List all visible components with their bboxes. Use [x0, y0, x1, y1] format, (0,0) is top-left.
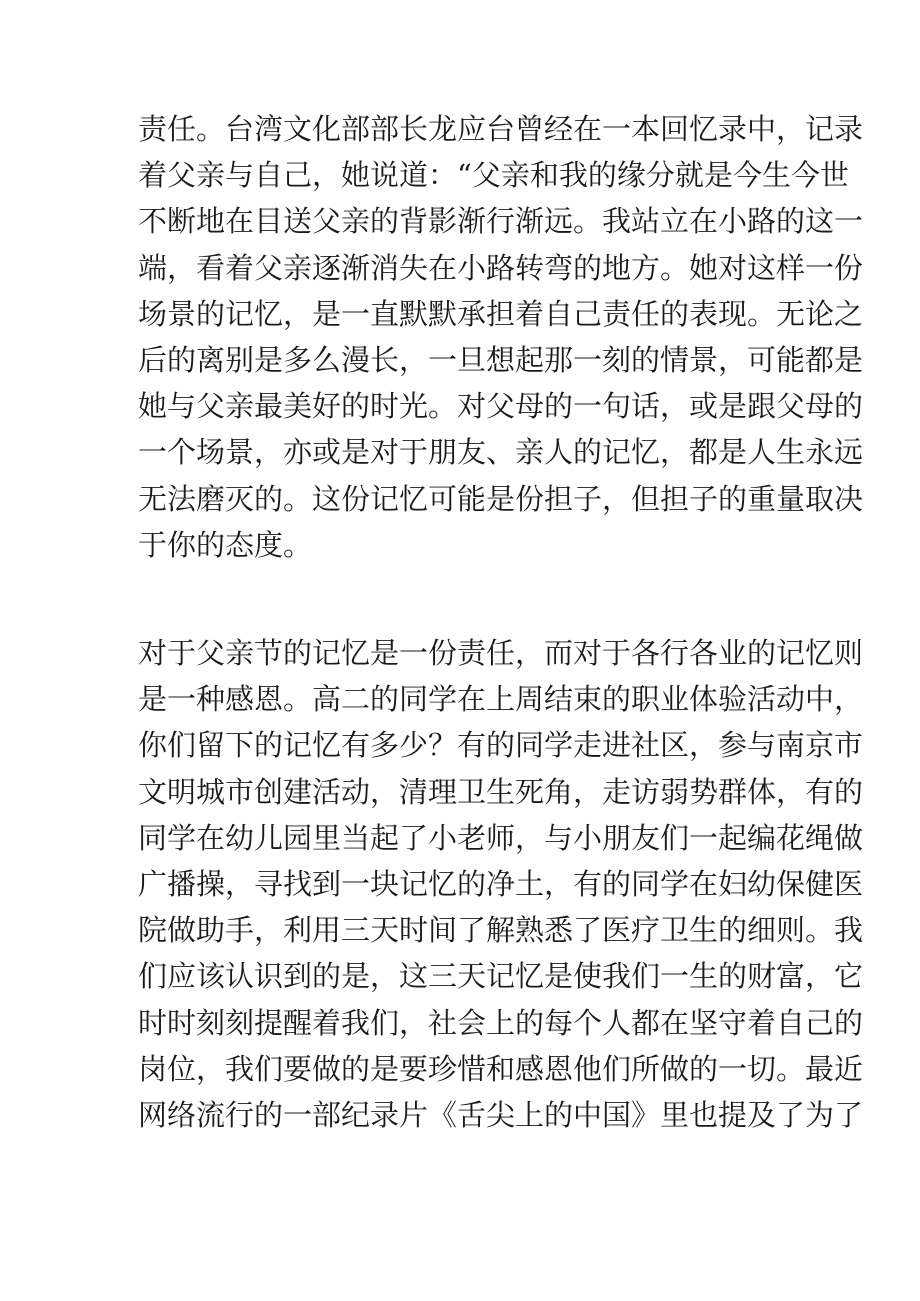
text-line: 一个场景，亦或是对于朋友、亲人的记忆，都是人生永远	[138, 435, 864, 470]
text-line: 后的离别是多么漫长，一旦想起那一刻的情景，可能都是	[138, 342, 864, 377]
text-line: 文明城市创建活动，清理卫生死角，走访弱势群体，有的	[138, 774, 864, 809]
text-line: 她与父亲最美好的时光。对父母的一句话，或是跟父母的	[138, 389, 864, 424]
text-line: 场景的记忆，是一直默默承担着自己责任的表现。无论之	[138, 296, 864, 331]
text-line: 无法磨灭的。这份记忆可能是份担子，但担子的重量取决	[138, 481, 864, 516]
text-line: 端，看着父亲逐渐消失在小路转弯的地方。她对这样一份	[138, 250, 864, 285]
text-line: 责任。台湾文化部部长龙应台曾经在一本回忆录中，记录	[138, 112, 864, 146]
text-line: 你们留下的记忆有多少？有的同学走进社区，参与南京市	[138, 728, 864, 763]
text-line: 们应该认识到的是，这三天记忆是使我们一生的财富，它	[138, 959, 864, 994]
text-line: 不断地在目送父亲的背影渐行渐远。我站立在小路的这一	[138, 204, 864, 239]
text-line: 同学在幼儿园里当起了小老师，与小朋友们一起编花绳做	[138, 820, 864, 855]
paragraph-2	[138, 630, 864, 1138]
text-line: 于你的态度。	[138, 527, 313, 562]
paragraph-1	[138, 106, 864, 568]
text-line: 岗位，我们要做的是要珍惜和感恩他们所做的一切。最近	[138, 1051, 864, 1086]
text-line: 院做助手，利用三天时间了解熟悉了医疗卫生的细则。我	[138, 913, 864, 948]
text-line: 时时刻刻提醒着我们，社会上的每个人都在坚守着自己的	[138, 1005, 864, 1040]
text-line: 着父亲与自己，她说道：“父亲和我的缘分就是今生今世	[138, 158, 849, 193]
text-line: 是一种感恩。高二的同学在上周结束的职业体验活动中，	[138, 682, 864, 717]
text-line: 网络流行的一部纪录片《舌尖上的中国》里也提及了为了	[138, 1097, 864, 1132]
text-line: 广播操，寻找到一块记忆的净土，有的同学在妇幼保健医	[138, 866, 864, 901]
text-line: 对于父亲节的记忆是一份责任，而对于各行各业的记忆则	[138, 636, 864, 670]
